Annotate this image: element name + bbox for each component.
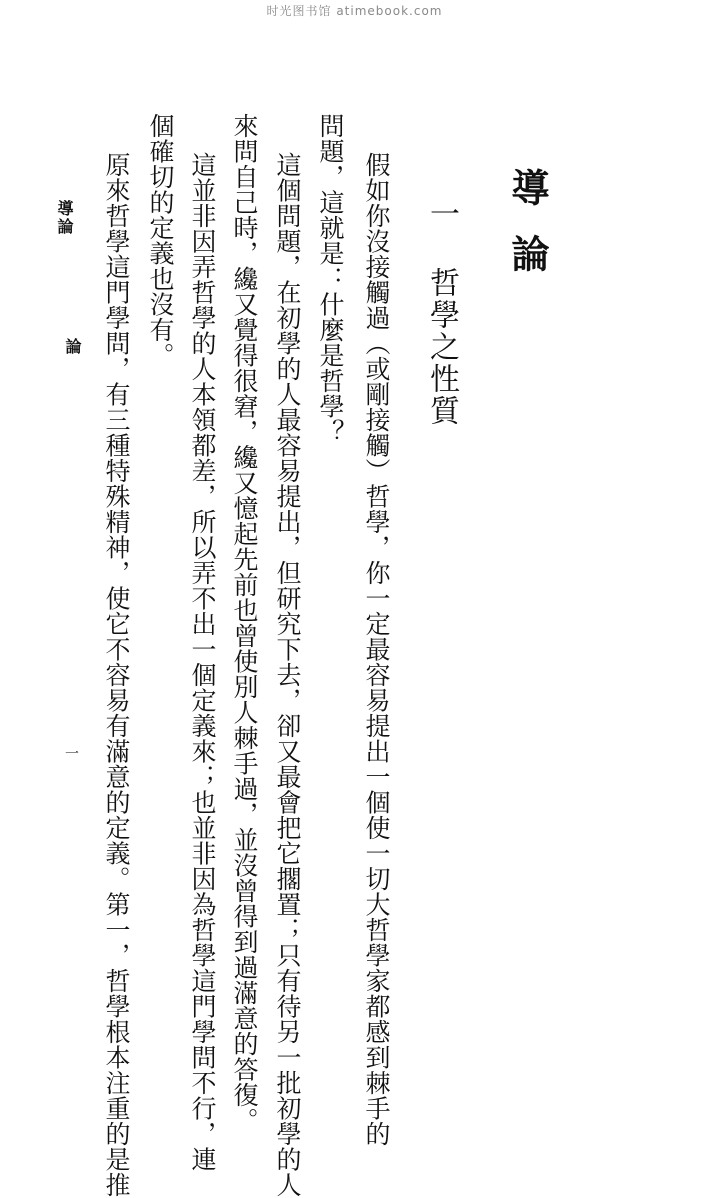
chapter-title: 導論 [505,168,550,300]
watermark: 时光图书馆 atimebook.com [266,4,443,18]
body-column: 個確切的定義也沒有。 [146,113,175,368]
running-head-title: 導論 [55,200,74,236]
section-heading: 一 哲學之性質 [424,198,459,427]
page-number: 一 [63,746,79,760]
body-column: 這並非因弄哲學的人本領都差，所以弄不出一個定義來；也並非因為哲學這門學問不行，連 [188,152,217,1172]
body-column: 假如你沒接觸過（或剛接觸）哲學，你一定最容易提出一個使一切大哲學家都感到棘手的 [362,152,391,1147]
body-column: 來問自己時，纔又覺得很窘，纔又憶起先前也曾使別人棘手過，並沒曾得到過滿意的答復。 [230,113,259,1133]
body-column: 問題，這就是：什麼是哲學？ [316,113,345,445]
body-column: 原來哲學這門學問，有三種特殊精神，使它不容易有滿意的定義。第一，哲學根本注重的是推 [102,152,131,1198]
body-column: 這個問題，在初學的人最容易提出，但研究下去，卻又最會把它擱置；只有待另一批初學的人 [273,152,302,1198]
running-head-subtitle: 論 [63,338,82,354]
